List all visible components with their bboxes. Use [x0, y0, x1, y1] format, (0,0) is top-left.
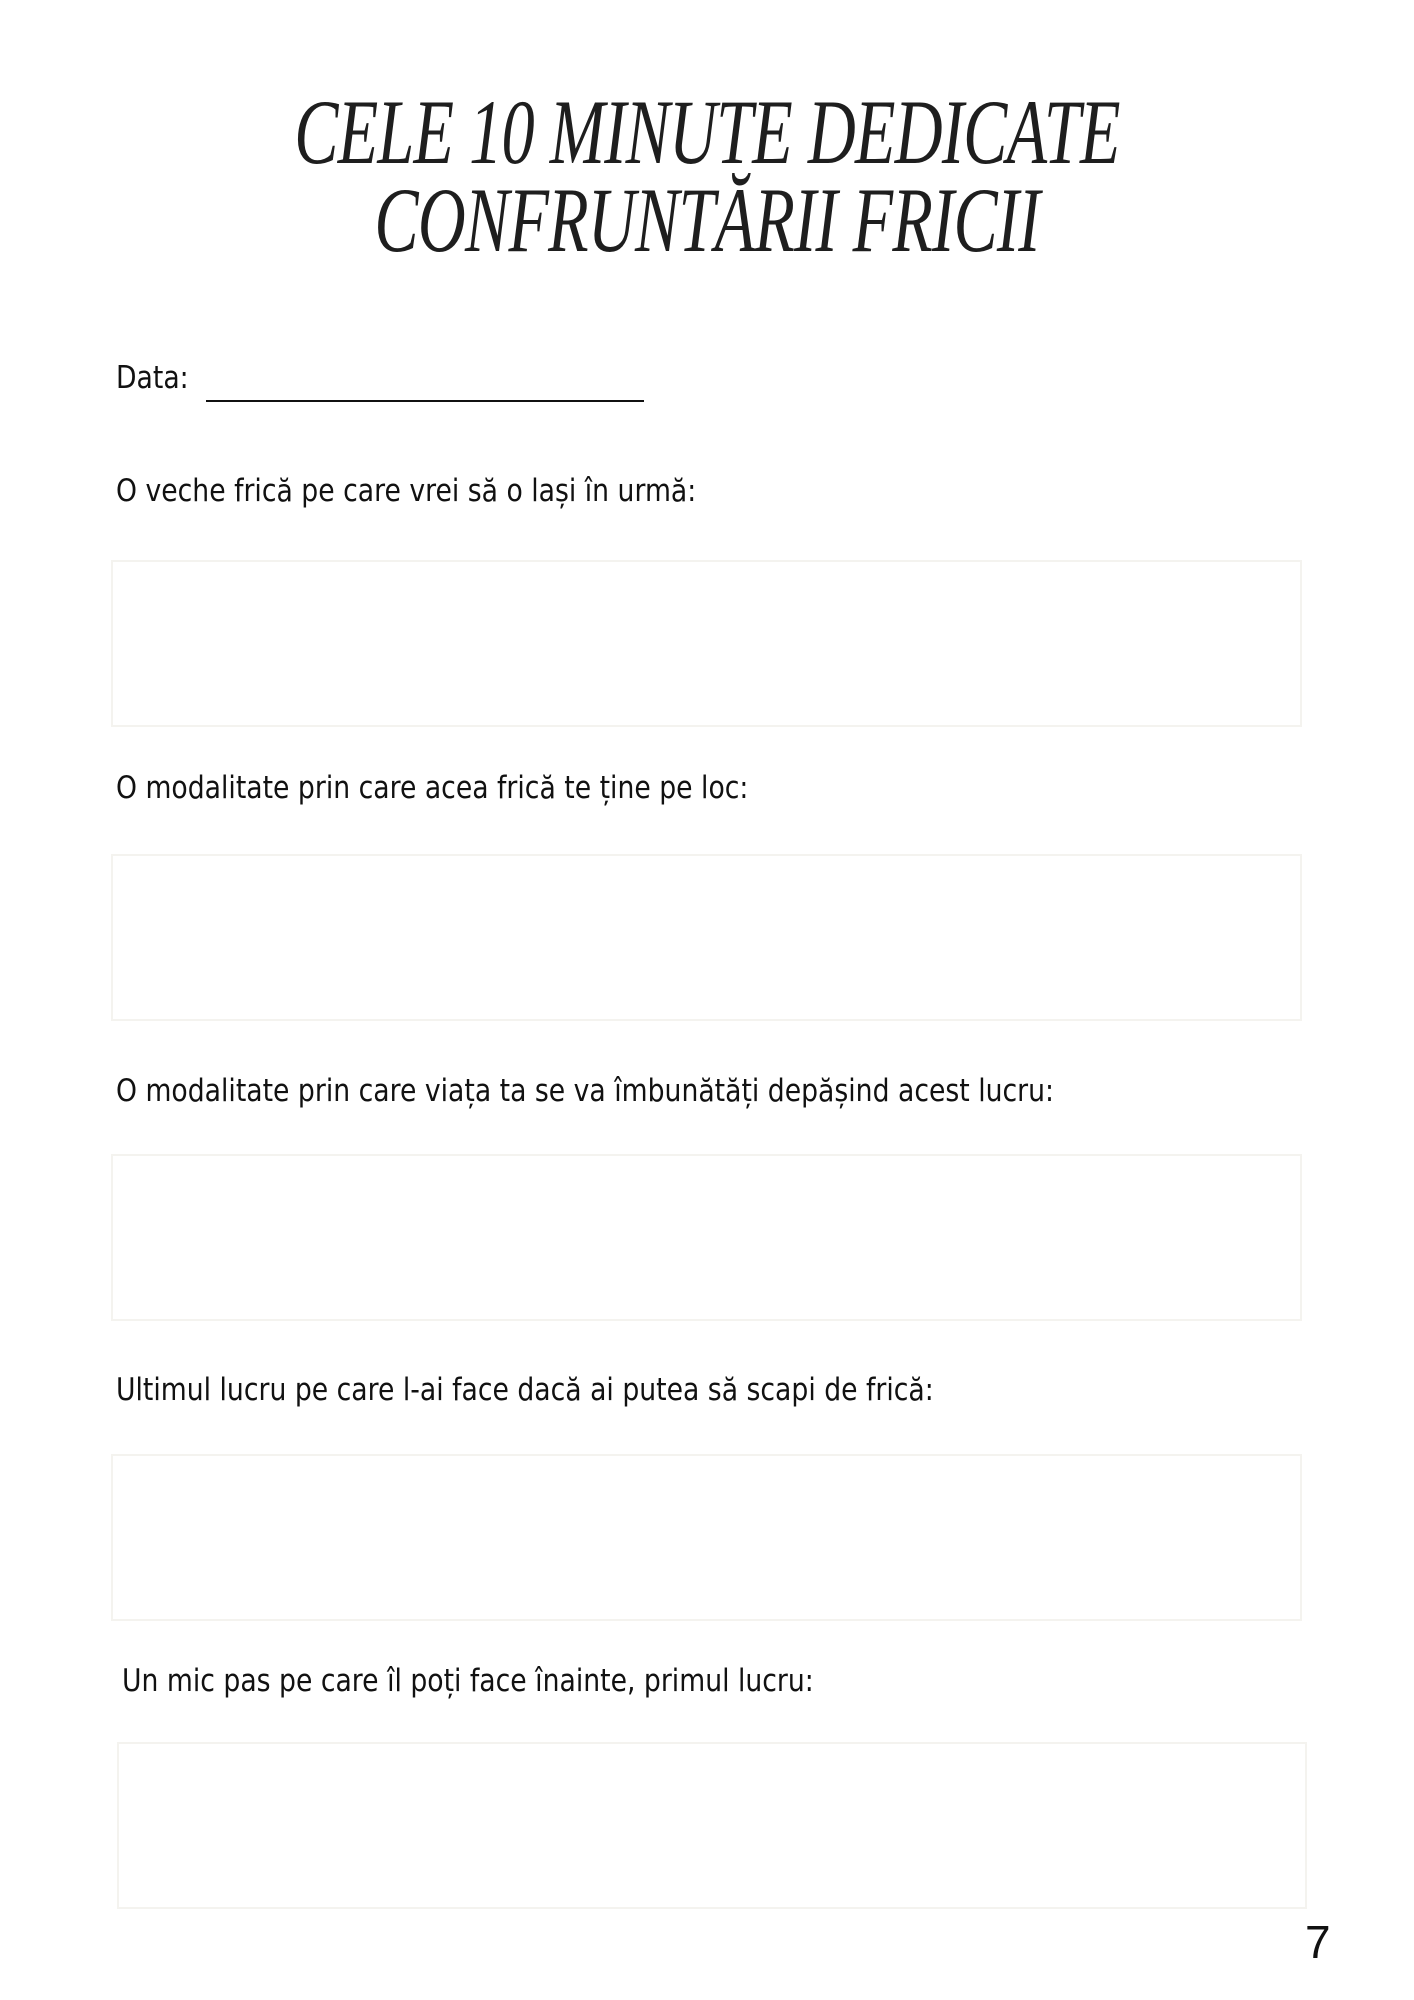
- answer-box-5[interactable]: [117, 1742, 1307, 1909]
- question-4-label: Ultimul lucru pe care l-ai face dacă ai putea să scapi de frică:: [116, 1372, 934, 1408]
- question-5-label: Un mic pas pe care îl poți face înainte, primul lucru:: [122, 1663, 814, 1699]
- page-title: [198, 81, 1216, 271]
- answer-box-3[interactable]: [111, 1154, 1302, 1321]
- answer-box-2[interactable]: [111, 854, 1302, 1021]
- title-line-1: CELE 10 MINUTE DEDICATE: [294, 81, 1120, 183]
- page-number: 7: [1305, 1916, 1331, 1968]
- date-field[interactable]: [206, 400, 644, 402]
- question-3-label: O modalitate prin care viața ta se va îmbunătăți depășind acest lucru:: [116, 1073, 1055, 1109]
- answer-box-4[interactable]: [111, 1454, 1302, 1621]
- title-line-2: CONFRUNTĂRII FRICII: [374, 169, 1040, 271]
- date-label: Data:: [116, 360, 189, 396]
- question-1-label: O veche frică pe care vrei să o lași în urmă:: [116, 473, 697, 509]
- question-2-label: O modalitate prin care acea frică te ține pe loc:: [116, 770, 749, 806]
- answer-box-1[interactable]: [111, 560, 1302, 727]
